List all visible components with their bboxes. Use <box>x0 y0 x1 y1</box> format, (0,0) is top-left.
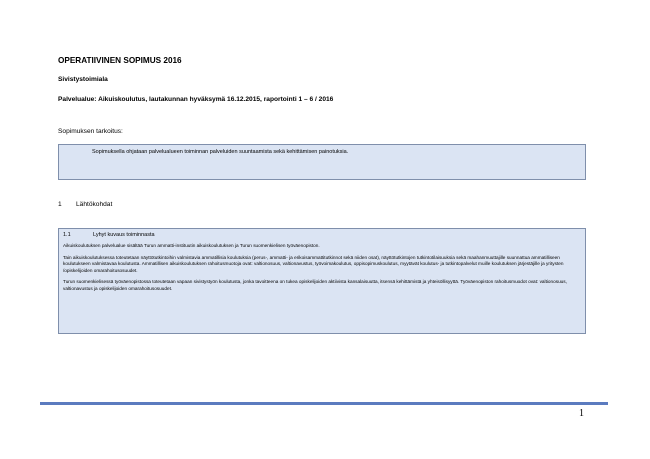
subsection-number: 1.1 <box>63 232 71 238</box>
purpose-text: Sopimuksella ohjataan palvelualueen toiminnan palveluiden suuntaamista sekä kehittämisen painotuksia. <box>92 149 349 155</box>
section-number: 1 <box>58 201 62 208</box>
purpose-box <box>58 144 586 180</box>
paragraph: Aikuiskoulutuksen palvelualue sisältää Turun ammatti-instituutin aikuiskoulutuksen ja Turun suomenkielisen työväenopiston. <box>63 243 320 248</box>
purpose-label: Sopimuksen tarkoitus: <box>58 128 123 135</box>
subsection-heading <box>63 232 580 238</box>
description-box <box>58 228 586 334</box>
paragraph: Tain aikuiskoulutuksessa toteutetaan näyttötutkintoihin valmistavia ammatillisia koulutuksia (perus-, ammatti- ja erikoisammattitutkinnot sekä niiden osat), näyttötutkintojen tutkintotilaisuuksia sekä maahanmuuttajille suunnattua ammatilliseen koulutukseen valmistavaa koulutusta. Ammatillisen aikuiskoulutuksen rahoitusmuotoja ovat: valtionosuus, valtionavustus, työvoimakoulutus, oppisopimuskoulutus, myytävät koulutus- ja tutkintopalvelut muille koulutuksen järjestäjille ja yritysten /opiskelijoiden omarahoitusosuudet. <box>63 254 564 273</box>
document-subtitle: Sivistystoimiala <box>58 76 108 83</box>
subsection-title: Lyhyt kuvaus toiminnasta <box>93 232 155 238</box>
footer-rule <box>40 402 608 405</box>
paragraph: Turun suomenkielisessä työväenopistossa toteutetaan vapaan sivistystyön koulutusta, jonka tavoitteena on tukea opiskelijoiden aktiivista kansalaisuutta, itsensä kehittämistä ja yhteisöllisyyttä. Työväenopiston rahoitusmuodot ovat: valtionosuus, valtionavustus ja opiskelijoiden omarahoitusosuudet. <box>63 279 567 291</box>
page-number: 1 <box>579 408 584 419</box>
section-title: Lähtökohdat <box>76 201 113 208</box>
document-title: OPERATIIVINEN SOPIMUS 2016 <box>58 56 182 65</box>
service-area-heading: Palvelualue: Aikuiskoulutus, lautakunnan hyväksymä 16.12.2015, raportointi 1 – 6 / 2016 <box>58 96 334 103</box>
